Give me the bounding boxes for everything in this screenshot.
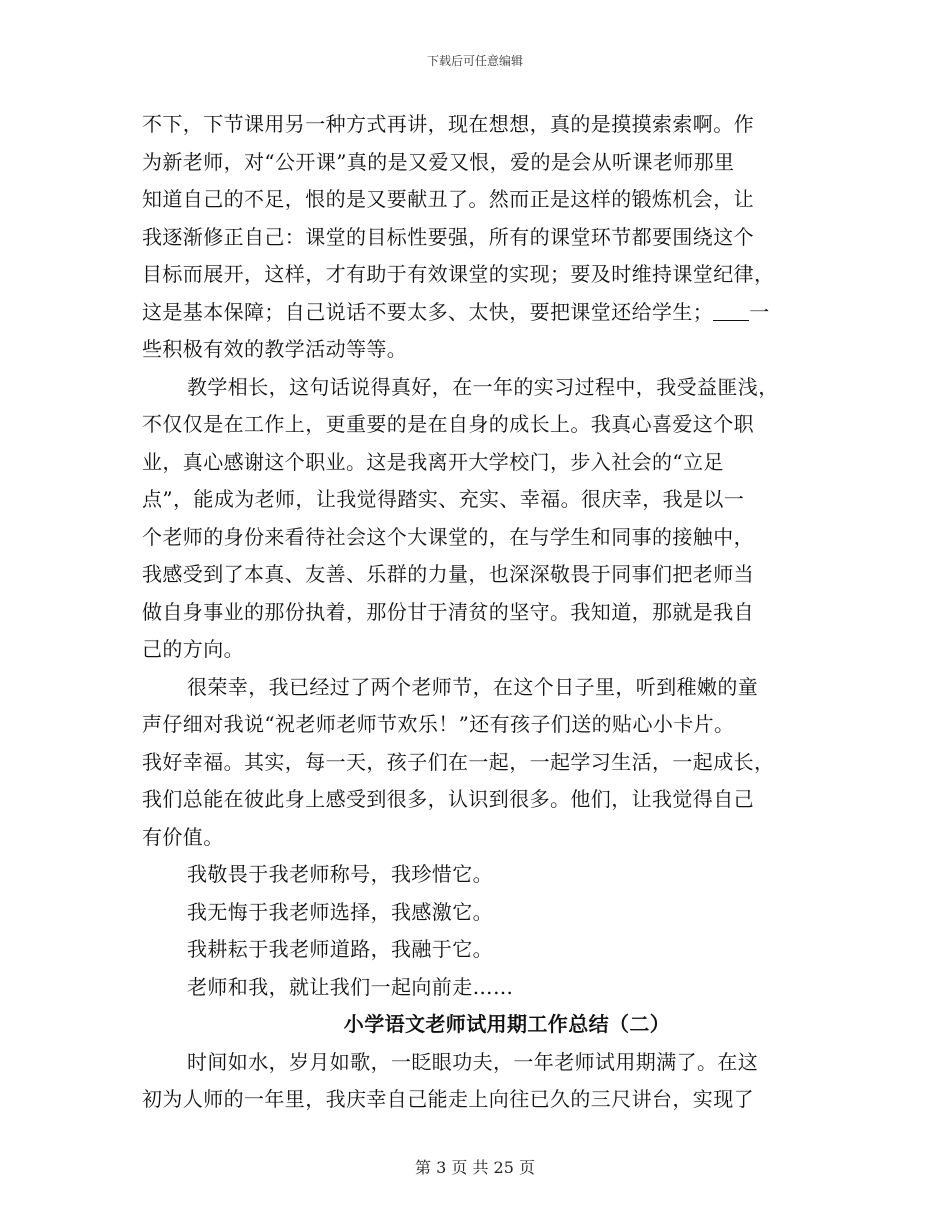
- verse-line: 我耕耘于我老师道路，我融于它。: [187, 937, 493, 961]
- text-line: 个老师的身份来看待社会这个大课堂的，在与学生和同事的接触中，: [142, 524, 754, 549]
- text-line: 不下，下节课用另一种方式再讲，现在想想，真的是摸摸索索啊。作: [142, 112, 754, 136]
- fill-in-blank: [713, 300, 749, 321]
- paragraph-start-line: 很荣幸，我已经过了两个老师节，在这个日子里，听到稚嫩的童: [187, 674, 759, 699]
- text-line: 点”，能成为老师，让我觉得踏实、充实、幸福。很庆幸，我是以一: [142, 487, 745, 511]
- text-line: 有价值。: [142, 824, 224, 849]
- page-number: 第 3 页 共 25 页: [415, 1158, 535, 1177]
- verse-line: 老师和我，就让我们一起向前走……: [187, 974, 514, 999]
- text-line: 我好幸福。其实，每一天，孩子们在一起，一起学习生活，一起成长，: [142, 749, 775, 774]
- document-body: [142, 106, 812, 1119]
- text-line: 做自身事业的那份执着，那份甘于清贫的坚守。我知道，那就是我自: [142, 599, 754, 624]
- header-note: 下载后可任意编辑: [426, 54, 523, 68]
- text-line: 些积极有效的教学活动等等。: [142, 337, 408, 361]
- text-line: 目标而展开，这样，才有助于有效课堂的实现；要及时维持课堂纪律，: [142, 262, 775, 286]
- text-line-with-blank: [142, 294, 812, 332]
- text-line: 我感受到了本真、友善、乐群的力量，也深深敬畏于同事们把老师当: [142, 562, 754, 586]
- text-line: 己的方向。: [142, 637, 244, 661]
- text-line: 知道自己的不足，恨的是又要献丑了。然而正是这样的锻炼机会，让: [142, 187, 754, 211]
- text-segment: 这是基本保障；自己说话不要太多、太快，要把课堂还给学生；: [142, 299, 714, 324]
- text-line: 我逐渐修正自己：课堂的目标性要强，所有的课堂环节都要围绕这个: [142, 224, 754, 249]
- text-line: 初为人师的一年里，我庆幸自己能走上向往已久的三尺讲台，实现了: [142, 1087, 754, 1111]
- text-segment: 一: [749, 299, 770, 324]
- paragraph-start-line: 教学相长，这句话说得真好，在一年的实习过程中，我受益匪浅，: [187, 374, 779, 399]
- text-line: 不仅仅是在工作上，更重要的是在自身的成长上。我真心喜爱这个职: [142, 412, 754, 436]
- text-line: 我们总能在彼此身上感受到很多，认识到很多。他们，让我觉得自己: [142, 787, 754, 811]
- paragraph-start-line: 时间如水，岁月如歌，一眨眼功夫，一年老师试用期满了。在这: [187, 1049, 759, 1074]
- section-title: 小学语文老师试用期工作总结（二）: [343, 1012, 671, 1036]
- verse-line: 我敬畏于我老师称号，我珍惜它。: [187, 862, 493, 886]
- verse-line: 我无悔于我老师选择，我感激它。: [187, 899, 493, 924]
- text-line: 业，真心感谢这个职业。这是我离开大学校门，步入社会的“立足: [142, 449, 724, 474]
- text-line: 为新老师，对“公开课”真的是又爱又恨，爱的是会从听课老师那里: [142, 149, 735, 174]
- text-line: 声仔细对我说“祝老师老师节欢乐！”还有孩子们送的贴心小卡片。: [142, 712, 735, 736]
